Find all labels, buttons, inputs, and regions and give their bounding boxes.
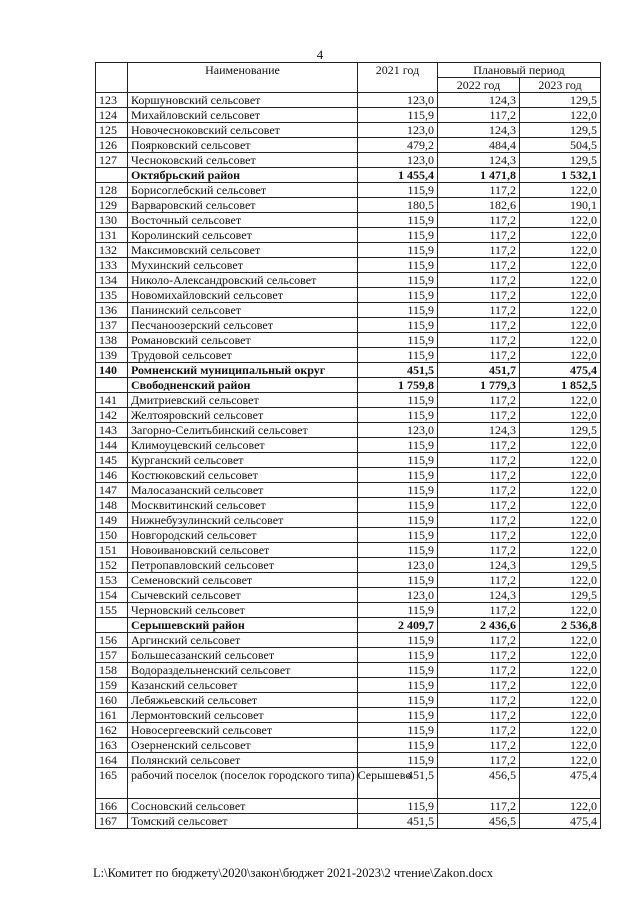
- value-2022: 117,2: [438, 393, 520, 408]
- value-2023: 122,0: [520, 678, 601, 693]
- row-number: [96, 378, 128, 393]
- row-name: Аргинский сельсовет: [128, 633, 358, 648]
- value-2023: 122,0: [520, 799, 601, 814]
- row-number: 155: [96, 603, 128, 618]
- row-number: 123: [96, 93, 128, 108]
- table-row: [96, 303, 601, 318]
- value-2022: 117,2: [438, 543, 520, 558]
- row-name: Новомихайловский сельсовет: [128, 288, 358, 303]
- value-2021: 451,5: [358, 814, 438, 829]
- value-2023: 122,0: [520, 183, 601, 198]
- value-2022: 124,3: [438, 558, 520, 573]
- value-2021: 115,9: [358, 603, 438, 618]
- value-2023: 122,0: [520, 513, 601, 528]
- value-2021: 115,9: [358, 633, 438, 648]
- value-2023: 122,0: [520, 723, 601, 738]
- row-number: 147: [96, 483, 128, 498]
- value-2021: 115,9: [358, 303, 438, 318]
- value-2021: 115,9: [358, 738, 438, 753]
- value-2021: 115,9: [358, 408, 438, 423]
- value-2022: 117,2: [438, 333, 520, 348]
- value-2022: 117,2: [438, 723, 520, 738]
- value-2021: 115,9: [358, 453, 438, 468]
- value-2021: 123,0: [358, 558, 438, 573]
- value-2023: 122,0: [520, 693, 601, 708]
- value-2023: 122,0: [520, 498, 601, 513]
- header-2021: 2021 год: [358, 63, 438, 93]
- value-2023: 122,0: [520, 438, 601, 453]
- row-name: Лермонтовский сельсовет: [128, 708, 358, 723]
- value-2021: 115,9: [358, 228, 438, 243]
- value-2023: 475,4: [520, 363, 601, 378]
- row-number: 165: [96, 768, 128, 799]
- row-name: Свободненский район: [128, 378, 358, 393]
- table-row: [96, 93, 601, 108]
- value-2022: 117,2: [438, 438, 520, 453]
- value-2023: 122,0: [520, 408, 601, 423]
- table-row: [96, 258, 601, 273]
- value-2021: 115,9: [358, 573, 438, 588]
- row-name: Новочесноковский сельсовет: [128, 123, 358, 138]
- value-2022: 117,2: [438, 513, 520, 528]
- value-2023: 504,5: [520, 138, 601, 153]
- value-2021: 115,9: [358, 213, 438, 228]
- value-2021: 115,9: [358, 243, 438, 258]
- table-row: [96, 573, 601, 588]
- row-name: Серышевский район: [128, 618, 358, 633]
- row-name: Трудовой сельсовет: [128, 348, 358, 363]
- table-row: [96, 678, 601, 693]
- row-number: 164: [96, 753, 128, 768]
- value-2023: 122,0: [520, 738, 601, 753]
- table-row: [96, 378, 601, 393]
- value-2022: 117,2: [438, 183, 520, 198]
- value-2021: 479,2: [358, 138, 438, 153]
- value-2022: 456,5: [438, 814, 520, 829]
- row-number: 133: [96, 258, 128, 273]
- table-row: [96, 603, 601, 618]
- table-row: [96, 333, 601, 348]
- row-name: Восточный сельсовет: [128, 213, 358, 228]
- value-2021: 115,9: [358, 483, 438, 498]
- row-number: 163: [96, 738, 128, 753]
- value-2023: 122,0: [520, 333, 601, 348]
- value-2021: 115,9: [358, 799, 438, 814]
- row-number: 132: [96, 243, 128, 258]
- table-row: [96, 198, 601, 213]
- row-number: 151: [96, 543, 128, 558]
- value-2021: 451,5: [358, 363, 438, 378]
- table-row: [96, 213, 601, 228]
- row-number: 158: [96, 663, 128, 678]
- row-name: Озерненский сельсовет: [128, 738, 358, 753]
- table-row: [96, 618, 601, 633]
- value-2021: 1 455,4: [358, 168, 438, 183]
- value-2021: 115,9: [358, 183, 438, 198]
- table-row: [96, 723, 601, 738]
- row-name: Желтояровский сельсовет: [128, 408, 358, 423]
- row-name: Николо-Александровский сельсовет: [128, 273, 358, 288]
- value-2023: 129,5: [520, 558, 601, 573]
- header-name: Наименование: [128, 63, 358, 93]
- table-row: [96, 753, 601, 768]
- row-name: Варваровский сельсовет: [128, 198, 358, 213]
- value-2022: 117,2: [438, 408, 520, 423]
- table-row: [96, 468, 601, 483]
- table-row: [96, 483, 601, 498]
- row-number: 160: [96, 693, 128, 708]
- value-2021: 115,9: [358, 258, 438, 273]
- row-name: Большесазанский сельсовет: [128, 648, 358, 663]
- value-2023: 122,0: [520, 318, 601, 333]
- value-2023: 122,0: [520, 453, 601, 468]
- row-name: Полянский сельсовет: [128, 753, 358, 768]
- page-number: 4: [316, 47, 324, 62]
- value-2021: 115,9: [358, 393, 438, 408]
- value-2023: 190,1: [520, 198, 601, 213]
- row-number: 128: [96, 183, 128, 198]
- value-2023: 122,0: [520, 273, 601, 288]
- value-2023: 122,0: [520, 258, 601, 273]
- value-2022: 1 779,3: [438, 378, 520, 393]
- value-2022: 117,2: [438, 453, 520, 468]
- value-2022: 117,2: [438, 573, 520, 588]
- value-2023: 122,0: [520, 303, 601, 318]
- row-name: Нижнебузулинский сельсовет: [128, 513, 358, 528]
- value-2022: 117,2: [438, 288, 520, 303]
- row-number: 149: [96, 513, 128, 528]
- row-number: 129: [96, 198, 128, 213]
- value-2021: 115,9: [358, 273, 438, 288]
- row-number: 162: [96, 723, 128, 738]
- row-name: Водораздельненский сельсовет: [128, 663, 358, 678]
- row-number: 154: [96, 588, 128, 603]
- table-row: [96, 363, 601, 378]
- row-name: Романовский сельсовет: [128, 333, 358, 348]
- table-header-row: [96, 63, 601, 78]
- value-2021: 451,5: [358, 768, 438, 799]
- value-2023: 122,0: [520, 393, 601, 408]
- table-row: [96, 408, 601, 423]
- value-2022: 117,2: [438, 678, 520, 693]
- row-name: Томский сельсовет: [128, 814, 358, 829]
- file-path-footer: L:\Комитет по бюджету\2020\закон\бюджет 2021-2023\2 чтение\Zakon.docx: [93, 866, 493, 880]
- value-2023: 122,0: [520, 648, 601, 663]
- value-2022: 117,2: [438, 243, 520, 258]
- value-2021: 123,0: [358, 423, 438, 438]
- row-name: Песчаноозерский сельсовет: [128, 318, 358, 333]
- table-row: [96, 153, 601, 168]
- row-name: Семеновский сельсовет: [128, 573, 358, 588]
- value-2023: 122,0: [520, 348, 601, 363]
- table-row: [96, 814, 601, 829]
- table-row: [96, 768, 601, 799]
- table-row: [96, 799, 601, 814]
- table-row: [96, 648, 601, 663]
- row-name: Ромненский муниципальный округ: [128, 363, 358, 378]
- table-row: [96, 438, 601, 453]
- row-name: Сосновский сельсовет: [128, 799, 358, 814]
- value-2021: 115,9: [358, 288, 438, 303]
- value-2022: 117,2: [438, 799, 520, 814]
- row-name: Октябрьский район: [128, 168, 358, 183]
- row-number: 145: [96, 453, 128, 468]
- value-2022: 117,2: [438, 708, 520, 723]
- table-row: [96, 513, 601, 528]
- row-number: 161: [96, 708, 128, 723]
- value-2022: 182,6: [438, 198, 520, 213]
- row-number: [96, 618, 128, 633]
- value-2022: 117,2: [438, 228, 520, 243]
- table-row: [96, 318, 601, 333]
- value-2023: 2 536,8: [520, 618, 601, 633]
- value-2023: 122,0: [520, 288, 601, 303]
- value-2022: 117,2: [438, 603, 520, 618]
- header-planned-period: Плановый период: [438, 63, 601, 78]
- row-name: Панинский сельсовет: [128, 303, 358, 318]
- row-name: рабочий поселок (поселок городского типа) Серышево: [128, 768, 358, 799]
- value-2022: 117,2: [438, 528, 520, 543]
- table-row: [96, 183, 601, 198]
- row-name: Максимовский сельсовет: [128, 243, 358, 258]
- table-row: [96, 693, 601, 708]
- table-row: [96, 588, 601, 603]
- value-2021: 115,9: [358, 708, 438, 723]
- value-2023: 122,0: [520, 663, 601, 678]
- value-2021: 115,9: [358, 333, 438, 348]
- table-row: [96, 498, 601, 513]
- value-2021: 115,9: [358, 543, 438, 558]
- row-name: Костюковский сельсовет: [128, 468, 358, 483]
- row-name: Новосергеевский сельсовет: [128, 723, 358, 738]
- value-2022: 117,2: [438, 468, 520, 483]
- value-2021: 115,9: [358, 438, 438, 453]
- value-2023: 122,0: [520, 213, 601, 228]
- table-row: [96, 138, 601, 153]
- value-2022: 117,2: [438, 348, 520, 363]
- row-number: 141: [96, 393, 128, 408]
- row-number: 159: [96, 678, 128, 693]
- value-2023: 129,5: [520, 153, 601, 168]
- row-number: 152: [96, 558, 128, 573]
- value-2022: 117,2: [438, 693, 520, 708]
- row-number: 167: [96, 814, 128, 829]
- value-2023: 122,0: [520, 228, 601, 243]
- row-number: 125: [96, 123, 128, 138]
- row-number: 127: [96, 153, 128, 168]
- value-2021: 115,9: [358, 498, 438, 513]
- row-name: Королинский сельсовет: [128, 228, 358, 243]
- value-2021: 2 409,7: [358, 618, 438, 633]
- value-2022: 117,2: [438, 753, 520, 768]
- value-2023: 1 532,1: [520, 168, 601, 183]
- table-row: [96, 528, 601, 543]
- row-name: Черновский сельсовет: [128, 603, 358, 618]
- row-number: 153: [96, 573, 128, 588]
- budget-table: [95, 62, 601, 829]
- row-name: Петропавловский сельсовет: [128, 558, 358, 573]
- value-2021: 115,9: [358, 678, 438, 693]
- row-number: 143: [96, 423, 128, 438]
- value-2023: 122,0: [520, 603, 601, 618]
- value-2021: 115,9: [358, 318, 438, 333]
- value-2021: 115,9: [358, 693, 438, 708]
- value-2022: 117,2: [438, 663, 520, 678]
- value-2022: 1 471,8: [438, 168, 520, 183]
- table-row: [96, 633, 601, 648]
- row-number: 135: [96, 288, 128, 303]
- value-2023: 475,4: [520, 814, 601, 829]
- value-2023: 129,5: [520, 93, 601, 108]
- table-row: [96, 228, 601, 243]
- row-number: 137: [96, 318, 128, 333]
- value-2022: 117,2: [438, 633, 520, 648]
- row-name: Загорно-Селитьбинский сельсовет: [128, 423, 358, 438]
- value-2022: 124,3: [438, 588, 520, 603]
- row-number: 134: [96, 273, 128, 288]
- value-2022: 117,2: [438, 483, 520, 498]
- row-number: 156: [96, 633, 128, 648]
- value-2021: 115,9: [358, 513, 438, 528]
- table-row: [96, 168, 601, 183]
- row-number: 146: [96, 468, 128, 483]
- table-row: [96, 558, 601, 573]
- row-name: Новгородский сельсовет: [128, 528, 358, 543]
- row-name: Казанский сельсовет: [128, 678, 358, 693]
- row-name: Сычевский сельсовет: [128, 588, 358, 603]
- row-number: 131: [96, 228, 128, 243]
- row-number: 148: [96, 498, 128, 513]
- value-2023: 129,5: [520, 423, 601, 438]
- value-2021: 1 759,8: [358, 378, 438, 393]
- value-2021: 115,9: [358, 753, 438, 768]
- value-2023: 475,4: [520, 768, 601, 799]
- row-name: Поярковский сельсовет: [128, 138, 358, 153]
- value-2022: 117,2: [438, 273, 520, 288]
- value-2022: 124,3: [438, 423, 520, 438]
- value-2023: 122,0: [520, 468, 601, 483]
- value-2022: 2 436,6: [438, 618, 520, 633]
- table-row: [96, 348, 601, 363]
- value-2021: 115,9: [358, 528, 438, 543]
- value-2022: 117,2: [438, 498, 520, 513]
- value-2022: 484,4: [438, 138, 520, 153]
- value-2021: 115,9: [358, 663, 438, 678]
- row-number: 166: [96, 799, 128, 814]
- value-2023: 122,0: [520, 528, 601, 543]
- table-row: [96, 453, 601, 468]
- table-row: [96, 738, 601, 753]
- value-2022: 117,2: [438, 648, 520, 663]
- table-row: [96, 288, 601, 303]
- row-number: 136: [96, 303, 128, 318]
- row-name: Москвитинский сельсовет: [128, 498, 358, 513]
- row-number: 150: [96, 528, 128, 543]
- value-2022: 117,2: [438, 108, 520, 123]
- value-2021: 115,9: [358, 723, 438, 738]
- value-2021: 123,0: [358, 588, 438, 603]
- value-2022: 456,5: [438, 768, 520, 799]
- table-row: [96, 108, 601, 123]
- value-2022: 117,2: [438, 258, 520, 273]
- value-2021: 180,5: [358, 198, 438, 213]
- row-name: Малосазанский сельсовет: [128, 483, 358, 498]
- value-2021: 115,9: [358, 648, 438, 663]
- row-name: Климоуцевский сельсовет: [128, 438, 358, 453]
- table-body: [96, 93, 601, 829]
- table-row: [96, 708, 601, 723]
- table-row: [96, 243, 601, 258]
- row-number: 126: [96, 138, 128, 153]
- value-2022: 124,3: [438, 123, 520, 138]
- value-2021: 123,0: [358, 93, 438, 108]
- row-number: 138: [96, 333, 128, 348]
- header-2023: 2023 год: [520, 78, 601, 93]
- row-name: Коршуновский сельсовет: [128, 93, 358, 108]
- value-2023: 129,5: [520, 588, 601, 603]
- value-2022: 117,2: [438, 738, 520, 753]
- header-number: [96, 63, 128, 93]
- value-2023: 122,0: [520, 483, 601, 498]
- table-row: [96, 273, 601, 288]
- row-name: Курганский сельсовет: [128, 453, 358, 468]
- row-number: 142: [96, 408, 128, 423]
- value-2021: 115,9: [358, 468, 438, 483]
- row-name: Дмитриевский сельсовет: [128, 393, 358, 408]
- value-2023: 129,5: [520, 123, 601, 138]
- value-2023: 122,0: [520, 108, 601, 123]
- value-2023: 122,0: [520, 243, 601, 258]
- table-row: [96, 543, 601, 558]
- row-name: Мухинский сельсовет: [128, 258, 358, 273]
- row-number: 130: [96, 213, 128, 228]
- value-2022: 117,2: [438, 303, 520, 318]
- value-2023: 122,0: [520, 543, 601, 558]
- row-number: 124: [96, 108, 128, 123]
- row-name: Чесноковский сельсовет: [128, 153, 358, 168]
- row-name: Михайловский сельсовет: [128, 108, 358, 123]
- row-number: 157: [96, 648, 128, 663]
- table-row: [96, 393, 601, 408]
- value-2021: 123,0: [358, 123, 438, 138]
- value-2021: 115,9: [358, 348, 438, 363]
- value-2023: 122,0: [520, 573, 601, 588]
- value-2022: 117,2: [438, 318, 520, 333]
- value-2023: 122,0: [520, 633, 601, 648]
- row-name: Борисоглебский сельсовет: [128, 183, 358, 198]
- value-2021: 115,9: [358, 108, 438, 123]
- value-2021: 123,0: [358, 153, 438, 168]
- row-number: 139: [96, 348, 128, 363]
- row-name: Лебяжьевский сельсовет: [128, 693, 358, 708]
- row-number: 144: [96, 438, 128, 453]
- row-number: [96, 168, 128, 183]
- header-2022: 2022 год: [438, 78, 520, 93]
- value-2023: 122,0: [520, 708, 601, 723]
- value-2022: 117,2: [438, 213, 520, 228]
- value-2022: 451,7: [438, 363, 520, 378]
- value-2023: 122,0: [520, 753, 601, 768]
- row-number: 140: [96, 363, 128, 378]
- table-row: [96, 123, 601, 138]
- table-row: [96, 663, 601, 678]
- value-2023: 1 852,5: [520, 378, 601, 393]
- value-2022: 124,3: [438, 153, 520, 168]
- table-row: [96, 423, 601, 438]
- value-2022: 124,3: [438, 93, 520, 108]
- row-name: Новоивановский сельсовет: [128, 543, 358, 558]
